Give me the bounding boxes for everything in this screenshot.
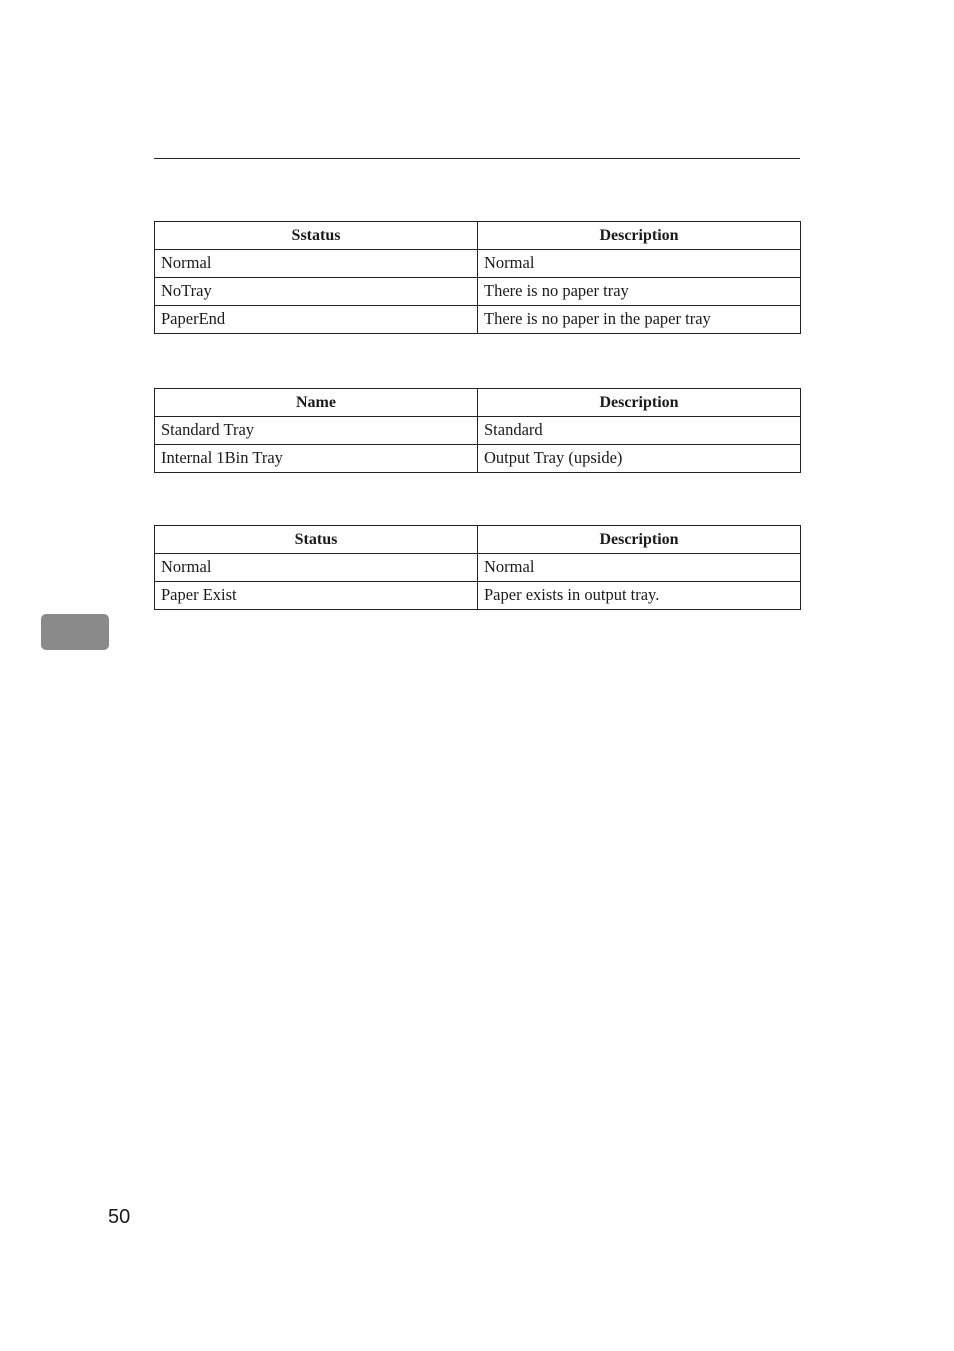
table-cell: Standard Tray bbox=[155, 417, 478, 445]
table-row bbox=[155, 306, 801, 334]
table-cell: Paper Exist bbox=[155, 582, 478, 610]
table-row bbox=[155, 445, 801, 473]
column-header: Name bbox=[155, 389, 478, 417]
table-cell: There is no paper in the paper tray bbox=[478, 306, 801, 334]
table-cell: Normal bbox=[155, 554, 478, 582]
column-header: Sstatus bbox=[155, 222, 478, 250]
column-header: Status bbox=[155, 526, 478, 554]
table-cell: PaperEnd bbox=[155, 306, 478, 334]
table-cell: Normal bbox=[478, 250, 801, 278]
table-header-row bbox=[155, 389, 801, 417]
table-cell: Paper exists in output tray. bbox=[478, 582, 801, 610]
table-cell: NoTray bbox=[155, 278, 478, 306]
page-number: 50 bbox=[108, 1206, 131, 1228]
column-header: Description bbox=[478, 222, 801, 250]
chapter-tab bbox=[41, 614, 109, 650]
output-tray-status-table bbox=[154, 525, 801, 610]
table-cell: Output Tray (upside) bbox=[478, 445, 801, 473]
table-cell: Standard bbox=[478, 417, 801, 445]
table-header-row bbox=[155, 222, 801, 250]
table-cell: Normal bbox=[478, 554, 801, 582]
column-header: Description bbox=[478, 526, 801, 554]
table-cell: Normal bbox=[155, 250, 478, 278]
output-tray-name-table bbox=[154, 388, 801, 473]
column-header: Description bbox=[478, 389, 801, 417]
input-tray-status-table bbox=[154, 221, 801, 334]
table-row bbox=[155, 554, 801, 582]
table-header-row bbox=[155, 526, 801, 554]
table-cell: There is no paper tray bbox=[478, 278, 801, 306]
table-row bbox=[155, 582, 801, 610]
table-row bbox=[155, 417, 801, 445]
table-row bbox=[155, 250, 801, 278]
header-rule bbox=[154, 158, 800, 159]
table-cell: Internal 1Bin Tray bbox=[155, 445, 478, 473]
table-row bbox=[155, 278, 801, 306]
